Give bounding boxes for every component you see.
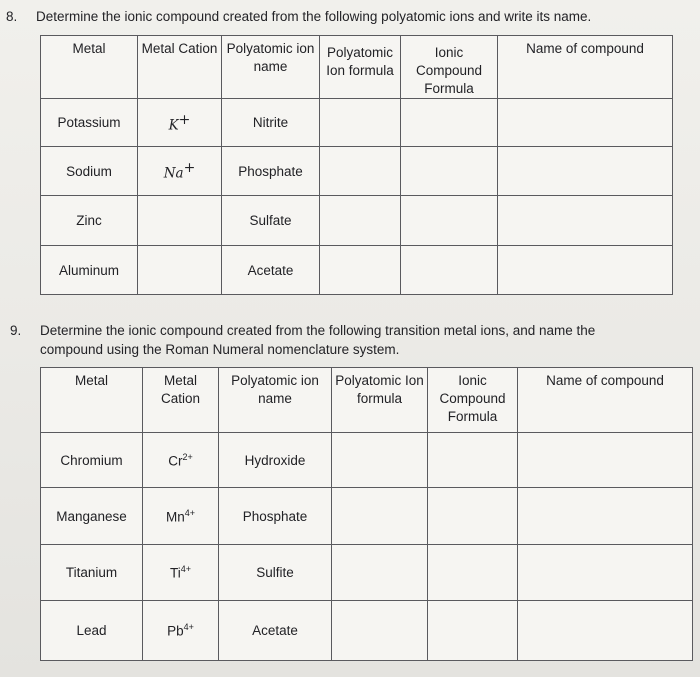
- cation-cell: [138, 99, 222, 147]
- metal-cell: Lead: [41, 601, 143, 661]
- compound-name-cell[interactable]: [498, 99, 673, 147]
- cation-handwritten: Na: [163, 165, 184, 182]
- question-8: [6, 7, 591, 26]
- compound-formula-cell[interactable]: [401, 99, 498, 147]
- ion-formula-cell[interactable]: [332, 488, 428, 545]
- ion-formula-cell[interactable]: [332, 601, 428, 661]
- table-row: [41, 433, 693, 488]
- cation-charge: 4+: [183, 622, 194, 633]
- metal-cell: Manganese: [41, 488, 143, 545]
- ion-formula-cell[interactable]: [332, 545, 428, 601]
- ion-name-cell: Acetate: [219, 601, 332, 661]
- table-row: [41, 545, 693, 601]
- metal-cell: Potassium: [41, 99, 138, 147]
- question-9-text-line2: compound using the Roman Numeral nomenclature system.: [40, 342, 400, 357]
- table-row: [41, 246, 673, 295]
- compound-formula-cell[interactable]: [428, 601, 518, 661]
- ion-formula-cell[interactable]: [320, 196, 401, 246]
- header-metal-cation: Metal Cation: [138, 36, 222, 99]
- table-header-row: [41, 368, 693, 433]
- header-ionic-compound-formula: Ionic Compound Formula: [428, 368, 518, 433]
- compound-name-cell[interactable]: [518, 433, 693, 488]
- header-metal-cation: Metal Cation: [143, 368, 219, 433]
- table-row: [41, 601, 693, 661]
- header-metal: Metal: [41, 36, 138, 99]
- compound-formula-cell[interactable]: [401, 196, 498, 246]
- header-ionic-compound-formula: Ionic Compound Formula: [401, 36, 498, 99]
- cation-handwritten: K: [168, 117, 179, 134]
- cation-charge: +: [178, 111, 191, 128]
- ion-name-cell: Hydroxide: [219, 433, 332, 488]
- ion-formula-cell[interactable]: [320, 99, 401, 147]
- header-polyatomic-ion-formula: Polyatomic Ion formula: [332, 368, 428, 433]
- compound-formula-cell[interactable]: [401, 246, 498, 295]
- metal-cell: Sodium: [41, 147, 138, 196]
- table-row: [41, 488, 693, 545]
- cation-cell: [143, 433, 219, 488]
- header-polyatomic-ion-formula: Polyatomic Ion formula: [320, 36, 401, 99]
- header-polyatomic-ion-name: Polyatomic ion name: [222, 36, 320, 99]
- compound-formula-cell[interactable]: [428, 545, 518, 601]
- table-row: [41, 196, 673, 246]
- cation-charge: 2+: [182, 451, 193, 462]
- header-name-of-compound: Name of compound: [498, 36, 673, 99]
- question-9-number: 9.: [10, 323, 22, 338]
- compound-formula-cell[interactable]: [401, 147, 498, 196]
- compound-name-cell[interactable]: [518, 601, 693, 661]
- question-9: [10, 321, 698, 359]
- cation-charge: 4+: [184, 507, 196, 518]
- question-9-text-line1: Determine the ionic compound created from the following transition metal ions, and name the: [40, 323, 596, 338]
- metal-cell: Chromium: [41, 433, 143, 488]
- metal-cell: Zinc: [41, 196, 138, 246]
- ion-name-cell: Phosphate: [222, 147, 320, 196]
- compound-name-cell[interactable]: [498, 196, 673, 246]
- cation-charge: +: [183, 160, 196, 177]
- question-8-text: Determine the ionic compound created from the following polyatomic ions and write its name.: [36, 9, 592, 24]
- compound-name-cell[interactable]: [498, 147, 673, 196]
- table-row: [41, 99, 673, 147]
- metal-cell: Titanium: [41, 545, 143, 601]
- cation-cell[interactable]: [138, 246, 222, 295]
- cation-cell: [143, 488, 219, 545]
- ion-name-cell: Acetate: [222, 246, 320, 295]
- compound-name-cell[interactable]: [518, 488, 693, 545]
- cation-cell[interactable]: [138, 196, 222, 246]
- cation-symbol: Cr: [168, 453, 183, 469]
- ion-name-cell: Nitrite: [222, 99, 320, 147]
- cation-symbol: Pb: [167, 623, 184, 639]
- header-name-of-compound: Name of compound: [518, 368, 693, 433]
- header-polyatomic-ion-name: Polyatomic ion name: [219, 368, 332, 433]
- transition-metal-table: [40, 367, 693, 661]
- ion-name-cell: Sulfite: [219, 545, 332, 601]
- cation-cell: [143, 601, 219, 661]
- cation-cell: [138, 147, 222, 196]
- header-metal: Metal: [41, 368, 143, 433]
- compound-name-cell[interactable]: [518, 545, 693, 601]
- table-header-row: [41, 36, 673, 99]
- ion-formula-cell[interactable]: [332, 433, 428, 488]
- question-8-number: 8.: [6, 9, 18, 24]
- compound-formula-cell[interactable]: [428, 433, 518, 488]
- cation-symbol: Mn: [165, 509, 185, 525]
- compound-name-cell[interactable]: [498, 246, 673, 295]
- cation-charge: 4+: [180, 564, 191, 575]
- ion-formula-cell[interactable]: [320, 246, 401, 295]
- polyatomic-ion-table: [40, 35, 673, 295]
- ion-formula-cell[interactable]: [320, 147, 401, 196]
- ion-name-cell: Sulfate: [222, 196, 320, 246]
- cation-cell: [143, 545, 219, 601]
- metal-cell: Aluminum: [41, 246, 138, 295]
- ion-name-cell: Phosphate: [219, 488, 332, 545]
- cation-symbol: Ti: [169, 565, 181, 581]
- compound-formula-cell[interactable]: [428, 488, 518, 545]
- table-row: [41, 147, 673, 196]
